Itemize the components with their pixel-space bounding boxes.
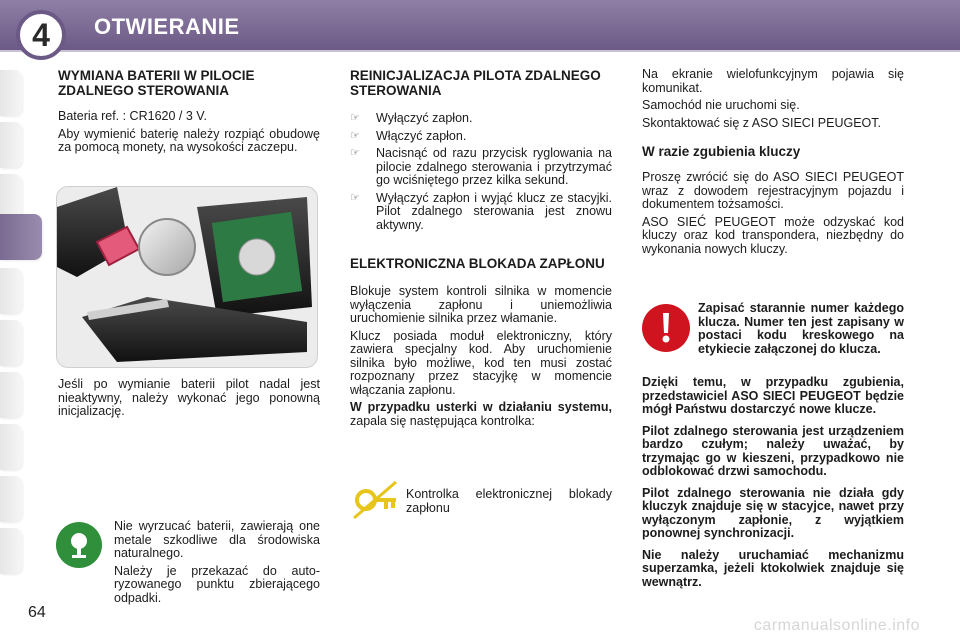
warning-details bbox=[642, 376, 904, 597]
reinit-step: ☞ Wyłączyć zapłon i wyjąć klucz ze stacyjki. Pilot zdalnego sterowania jest znowu aktywny. bbox=[350, 190, 612, 232]
side-tab-6[interactable] bbox=[0, 320, 22, 366]
reinit-steps bbox=[350, 112, 612, 232]
heading-lost-keys: W razie zgubienia kluczy bbox=[642, 144, 801, 159]
watermark: carmanualsonline.info bbox=[753, 617, 920, 634]
immobiliser-fault-rest: zapala się następująca kontrolka: bbox=[350, 413, 535, 428]
warning-detail-4: Nie należy uruchamiać mechanizmu superzamka, jeżeli ktokolwiek znajduje się wewnątrz. bbox=[642, 547, 904, 589]
key-battery-illustration bbox=[57, 187, 317, 367]
side-tab-active[interactable] bbox=[0, 214, 42, 260]
bullet-hand-icon: ☞ bbox=[350, 147, 360, 159]
reinit-step: ☞ Nacisnąć od razu przycisk ryglowania na pilocie zdalnego sterowania i przytrzymać go wciśniętego przez kilka sekund. bbox=[350, 146, 612, 187]
lost-p4: Proszę zwrócić się do ASO SIECI PEUGEOT wraz z dowodem rejestracyjnym pojazdu i dokumentem tożsamości. bbox=[642, 170, 904, 211]
lost-p2: Samochód nie uruchomi się. bbox=[642, 98, 800, 112]
column-battery-after bbox=[58, 378, 320, 423]
side-tab-10[interactable] bbox=[0, 528, 22, 574]
lost-p5: ASO SIEĆ PEUGEOT może odzyskać kod kluczy oraz kod transpondera, niezbędny do wykonania nowych kluczy. bbox=[642, 214, 904, 256]
battery-instructions: Aby wymienić baterię należy rozpiąć obudowę za pomocą monety, na wysokości zaczepu. bbox=[58, 126, 320, 154]
side-tab-1[interactable] bbox=[0, 70, 22, 116]
warning-detail-1: Dzięki temu, w przypadku zgubienia, przedstawiciel ASO SIECI PEUGEOT będzie mógł Państwu dostarczyć nowe klucze. bbox=[642, 375, 904, 416]
immobiliser-p1: Blokuje system kontroli silnika w momencie wyłączenia zapłonu i uniemożliwia uruchomienie silnika przez włamanie. bbox=[350, 284, 612, 325]
lost-p3: Skontaktować się z ASO SIECI PEUGEOT. bbox=[642, 115, 881, 130]
chapter-title: OTWIERANIE bbox=[94, 14, 240, 39]
side-tab-9[interactable] bbox=[0, 476, 22, 522]
column-battery bbox=[58, 68, 320, 159]
column-lost-keys bbox=[642, 68, 904, 260]
side-tab-5[interactable] bbox=[0, 268, 22, 314]
side-tab-8[interactable] bbox=[0, 424, 22, 470]
immobiliser-p3 bbox=[350, 401, 612, 428]
indicator-caption bbox=[406, 488, 612, 519]
warning-detail-2: Pilot zdalnego sterowania jest urządzeniem bardzo czułym; należy uważać, by trzymając go w kieszeni, przypadkowo nie odblokować drzwi samochodu. bbox=[642, 423, 904, 478]
key-battery-photo bbox=[56, 186, 318, 368]
header-rule bbox=[0, 50, 960, 52]
reinit-step: ☞ Włączyć zapłon. bbox=[350, 128, 467, 143]
heading-reinitialization: REINICJALIZACJA PILOTA ZDALNEGO STEROWANIA bbox=[350, 68, 601, 98]
bullet-hand-icon: ☞ bbox=[350, 112, 360, 124]
eco-recycle-icon bbox=[56, 522, 102, 568]
battery-reference: Bateria ref. : CR1620 / 3 V. bbox=[58, 109, 207, 123]
chapter-number-badge: 4 bbox=[16, 10, 66, 60]
column-reinit bbox=[350, 68, 612, 432]
side-tab-7[interactable] bbox=[0, 372, 22, 418]
warning-note bbox=[698, 302, 904, 364]
bullet-hand-icon: ☞ bbox=[350, 191, 360, 204]
page-number: 64 bbox=[28, 604, 46, 621]
side-tab-2[interactable] bbox=[0, 122, 22, 168]
eco-note-2: Należy je przekazać do autoryzowanego punktu zbierającego odpadki. bbox=[114, 563, 320, 605]
immobiliser-fault-bold: W przypadku usterki w działaniu systemu, bbox=[350, 400, 612, 414]
indicator-label: Kontrolka elektronicznej blokady zapłonu bbox=[406, 487, 612, 515]
eco-note bbox=[114, 520, 320, 609]
warning-text: Zapisać starannie numer każdego klucza. Numer ten jest zapisany w postaci kodu kreskowego na etykiecie załączonej do klucza. bbox=[698, 301, 904, 356]
heading-battery-replacement: WYMIANA BATERII W PILOCIE ZDALNEGO STEROWANIA bbox=[58, 68, 255, 98]
lost-p1: Na ekranie wielofunkcyjnym pojawia się komunikat. bbox=[642, 67, 904, 95]
key-indicator-icon bbox=[350, 478, 400, 522]
immobiliser-p2: Klucz posiada moduł elektroniczny, który zawiera specjalny kod. Aby uruchomienie silnika było możliwe, kod ten musi zostać rozpoznany przez stacyjkę w momencie włączania zapłonu. bbox=[350, 328, 612, 397]
bullet-hand-icon: ☞ bbox=[350, 129, 360, 142]
battery-reinit-note: Jeśli po wymianie baterii pilot nadal jest nieaktywny, należy wykonać jego ponowną inicjalizację. bbox=[58, 377, 320, 418]
heading-immobiliser: ELEKTRONICZNA BLOKADA ZAPŁONU bbox=[350, 256, 605, 271]
warning-detail-3: Pilot zdalnego sterowania nie działa gdy kluczyk znajduje się w stacyjce, nawet przy wyłączonym zapłonie, z wyjątkiem ponownej synchronizacji. bbox=[642, 485, 904, 540]
reinit-step: ☞ Wyłączyć zapłon. bbox=[350, 111, 473, 125]
warning-exclamation-icon bbox=[642, 304, 690, 352]
eco-note-1: Nie wyrzucać baterii, zawierają one metale szkodliwe dla środowiska naturalnego. bbox=[114, 519, 320, 560]
